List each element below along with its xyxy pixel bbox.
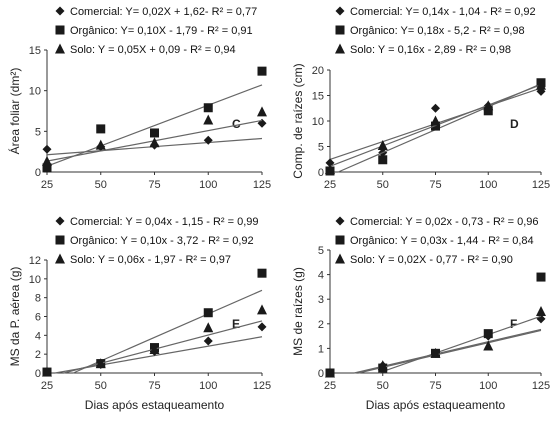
legend-marker <box>335 44 345 54</box>
panel-letter: F <box>510 317 518 331</box>
x-tick-label: 25 <box>40 380 54 392</box>
legend-entry: Solo: Y = 0,06x - 1,97 - R² = 0,97 <box>70 254 232 266</box>
data-point <box>258 269 267 278</box>
y-tick-label: 0 <box>34 368 41 380</box>
legend-marker <box>336 236 345 245</box>
legend-marker <box>55 254 65 264</box>
data-point <box>203 322 213 332</box>
data-point <box>258 322 267 331</box>
x-tick-label: 50 <box>94 179 107 191</box>
panel-d <box>291 6 550 191</box>
legend-entry: Solo: Y = 0,05X + 0,09 - R² = 0,94 <box>70 44 236 56</box>
data-point <box>431 116 441 126</box>
y-tick-label: 0 <box>34 167 41 179</box>
y-tick-label: 3 <box>317 294 324 307</box>
legend-marker <box>56 7 65 16</box>
data-point <box>150 128 159 137</box>
y-tick-label: 4 <box>317 269 324 282</box>
x-tick-label: 125 <box>531 380 551 392</box>
legend-entry: Orgânico: Y = 0,03x - 1,44 - R² = 0,84 <box>350 235 534 247</box>
legend-marker <box>336 26 345 35</box>
x-axis-label: Dias após estaqueamento <box>84 398 225 412</box>
y-tick-label: 10 <box>28 273 41 286</box>
data-point <box>204 103 213 112</box>
y-axis-label: MS da P. aérea (g) <box>8 266 22 367</box>
y-tick-label: 10 <box>28 85 41 98</box>
legend-entry: Comercial: Y= 0,02X + 1,62- R² = 0,77 <box>70 6 258 18</box>
x-tick-label: 25 <box>323 179 337 191</box>
x-tick-label: 75 <box>148 179 161 191</box>
data-point <box>484 329 493 338</box>
panel-letter: E <box>232 317 241 331</box>
trend-line-solo <box>64 321 262 373</box>
data-point <box>257 106 267 116</box>
x-tick-label: 75 <box>148 380 161 392</box>
data-point <box>258 67 267 76</box>
legend-entry: Orgânico: Y = 0,10x - 3,72 - R² = 0,92 <box>70 235 254 247</box>
y-tick-label: 20 <box>311 65 324 77</box>
legend-marker <box>55 44 65 54</box>
x-tick-label: 75 <box>429 380 442 392</box>
y-axis-label: Área foliar (dm²) <box>8 67 22 155</box>
x-tick-label: 100 <box>479 179 498 191</box>
y-tick-label: 5 <box>317 141 324 154</box>
y-tick-label: 15 <box>311 90 324 103</box>
x-tick-label: 50 <box>376 179 389 191</box>
data-point <box>96 124 105 133</box>
x-tick-label: 125 <box>252 179 272 191</box>
y-tick-label: 8 <box>34 292 41 305</box>
x-tick-label: 125 <box>252 380 272 392</box>
panel-c <box>7 6 271 191</box>
x-tick-label: 50 <box>94 380 107 392</box>
data-point <box>204 308 213 317</box>
legend-entry: Orgânico: Y= 0,10X - 1,79 - R² = 0,91 <box>70 25 253 37</box>
x-tick-label: 125 <box>531 179 551 191</box>
legend-entry: Orgânico: Y= 0,18x - 5,2 - R² = 0,98 <box>350 25 525 37</box>
data-point <box>203 114 213 124</box>
y-tick-label: 12 <box>28 255 41 267</box>
legend-marker <box>335 254 345 264</box>
trend-line-organico <box>47 85 262 166</box>
legend-entry: Solo: Y = 0,02X - 0,77 - R² = 0,90 <box>350 254 513 266</box>
x-tick-label: 25 <box>40 179 54 191</box>
panel-letter: D <box>510 117 519 131</box>
data-point <box>204 136 213 145</box>
panel-letter: C <box>232 117 241 131</box>
data-point <box>204 336 213 345</box>
legend-marker <box>336 7 345 16</box>
y-tick-label: 5 <box>34 126 41 139</box>
data-point <box>431 104 440 113</box>
x-tick-label: 50 <box>376 380 389 392</box>
y-tick-label: 1 <box>317 343 324 356</box>
legend-marker <box>56 217 65 226</box>
legend-marker <box>336 217 345 226</box>
x-tick-label: 100 <box>199 380 218 392</box>
x-axis-label: Dias após estaqueamento <box>365 398 506 412</box>
y-axis-label: Comp. de raízes (cm) <box>291 63 305 179</box>
data-point <box>536 306 546 316</box>
data-point <box>537 273 546 282</box>
y-tick-label: 0 <box>317 368 324 380</box>
x-tick-label: 100 <box>479 380 498 392</box>
legend-entry: Comercial: Y = 0,04x - 1,15 - R² = 0,99 <box>70 216 259 228</box>
y-axis-label: MS de raízes (g) <box>291 267 305 356</box>
y-tick-label: 10 <box>311 116 324 128</box>
legend-marker <box>56 26 65 35</box>
y-tick-label: 5 <box>317 245 324 257</box>
y-tick-label: 2 <box>317 318 324 331</box>
legend-entry: Solo: Y = 0,16x - 2,89 - R² = 0,98 <box>350 44 512 56</box>
y-tick-label: 2 <box>34 349 41 362</box>
y-tick-label: 0 <box>317 167 324 179</box>
legend-entry: Comercial: Y= 0,14x - 1,04 - R² = 0,92 <box>350 6 536 18</box>
data-point <box>257 304 267 314</box>
y-tick-label: 6 <box>34 311 41 324</box>
data-point <box>378 155 387 164</box>
x-tick-label: 75 <box>429 179 442 191</box>
trend-line-organico <box>379 316 541 373</box>
data-point <box>150 137 160 147</box>
data-point <box>43 145 52 154</box>
panel-f <box>291 216 550 412</box>
x-tick-label: 25 <box>323 380 337 392</box>
panel-e <box>8 216 271 412</box>
y-tick-label: 15 <box>28 45 41 57</box>
data-point <box>258 119 267 128</box>
x-tick-label: 100 <box>199 179 218 191</box>
legend-marker <box>56 236 65 245</box>
y-tick-label: 4 <box>34 330 41 343</box>
legend-entry: Comercial: Y = 0,02x - 0,73 - R² = 0,96 <box>350 216 539 228</box>
